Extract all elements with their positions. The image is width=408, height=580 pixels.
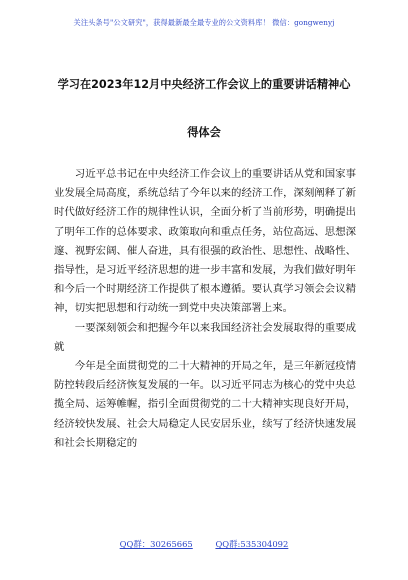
paragraph: 今年是全面贯彻党的二十大精神的开局之年，是三年新冠疫情防控转段后经济恢复发展的一年。以习近平同志为核心的党中央总揽全局、运筹帷幄，指引全面贯彻党的二十大精神实现良好开局，经济较快发展、社会大局稳定人民安居乐业，续写了经济快速发展和社会长期稳定的 (54, 360, 356, 449)
document-title: 学习在2023年12月中央经济工作会议上的重要讲话精神心 (57, 78, 351, 91)
document-title-continuation: 得体会 (187, 126, 221, 139)
qq-group-2-link[interactable]: QQ群:535304092 (215, 539, 289, 549)
paragraph: 习近平总书记在中央经济工作会议上的重要讲话从党和国家事业发展全局高度，系统总结了今年以来的经济工作，深刻阐释了新时代做好经济工作的规律性认识，全面分析了当前形势，明确提出了明年工作的总体要求、政策取向和重点任务，站位高远、思想深邃、视野宏阔、催人奋进，具有很强的政治性、思想性、战略性、指导性，是习近平经济思想的进一步丰富和发展，为我们做好明年和今后一个时期经济工作提供了根本遵循。要认真学习领会会议精神，切实把思想和行动统一到党中央决策部署上来。 (54, 168, 356, 315)
qq-group-1-link[interactable]: QQ群：30265665 (119, 539, 193, 549)
header-banner: 关注头条号"公文研究"，获得最新最全最专业的公文资料库！ 微信：gongwenyj (73, 18, 335, 27)
footer (0, 538, 408, 550)
document-body (54, 165, 356, 453)
paragraph: 一要深刻领会和把握今年以来我国经济社会发展取得的重要成就 (54, 321, 356, 353)
